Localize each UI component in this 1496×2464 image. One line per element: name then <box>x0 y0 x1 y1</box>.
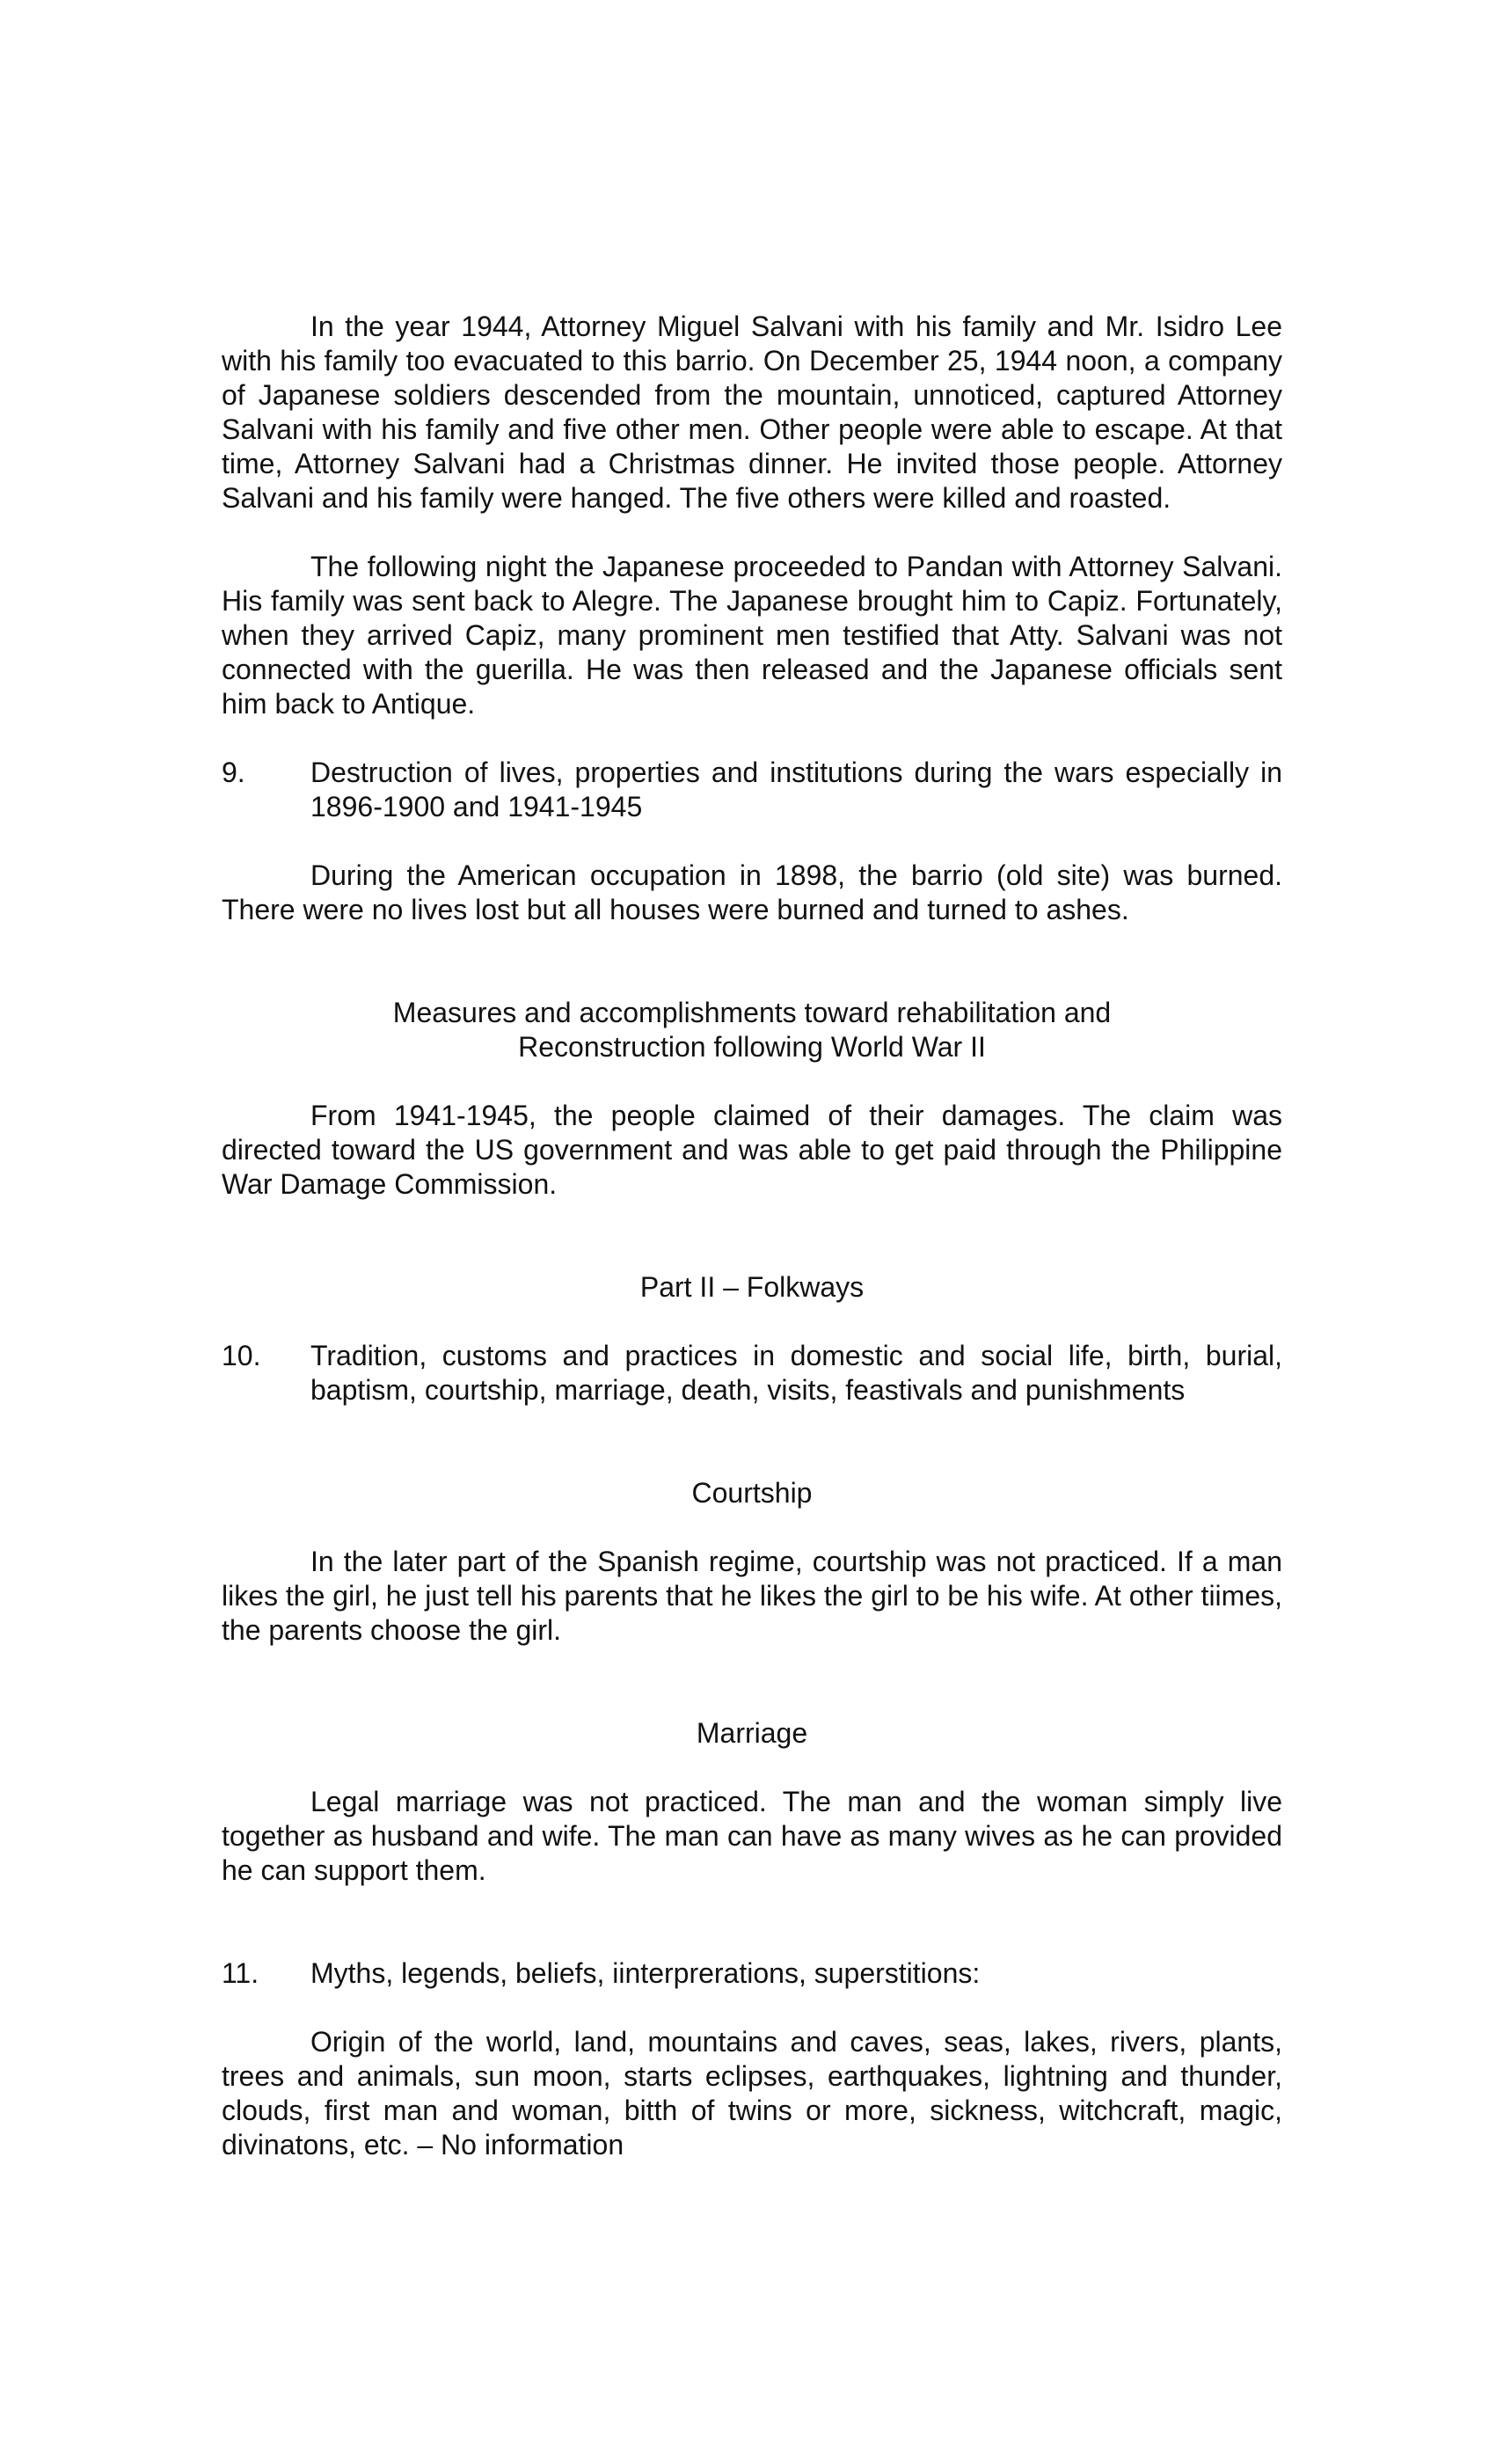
page-content <box>222 310 1282 2162</box>
heading-courtship: Courtship <box>691 1477 813 1509</box>
list-item-text: Myths, legends, beliefs, iinterprerations, superstitions: <box>310 1957 981 1989</box>
paragraph-salvani-release: The following night the Japanese proceeded to Pandan with Attorney Salvani. His family was sent back to Alegre. The Japanese brought him to Capiz. Fortunately, when they arrived Capiz, many prominent men testified that Atty. Salvani was not connected with the guerilla. He was then released and the Japanese officials sent him back to Antique. <box>222 551 1282 720</box>
heading-measures-line1: Measures and accomplishments toward rehabilitation and <box>392 997 1112 1028</box>
list-item-number: 10. <box>222 1340 261 1371</box>
heading-part-ii: Part II – Folkways <box>639 1271 865 1303</box>
paragraph-courtship: In the later part of the Spanish regime, courtship was not practiced. If a man likes the girl, he just tell his parents that he likes the girl to be his wife. At other tiimes, the parents choose the girl. <box>222 1546 1282 1646</box>
paragraph-war-damage: From 1941-1945, the people claimed of their damages. The claim was directed toward the US government and was able to get paid through the Philippine War Damage Commission. <box>222 1100 1282 1200</box>
heading-marriage: Marriage <box>696 1717 808 1749</box>
list-item-9 <box>222 756 1282 824</box>
heading-measures-line2: Reconstruction following World War II <box>518 1031 986 1063</box>
paragraph-marriage: Legal marriage was not practiced. The man and the woman simply live together as husband and wife. The man can have as many wives as he can provided he can support them. <box>222 1786 1282 1886</box>
paragraph-salvani-capture: In the year 1944, Attorney Miguel Salvani with his family and Mr. Isidro Lee with his family too evacuated to this barrio. On December 25, 1944 noon, a company of Japanese soldiers descended from the mountain, unnoticed, captured Attorney Salvani with his family and five other men. Other people were able to escape. At that time, Attorney Salvani had a Christmas dinner. He invited those people. Attorney Salvani and his family were hanged. The five others were killed and roasted. <box>222 311 1282 514</box>
paragraph-american-occupation: During the American occupation in 1898, the barrio (old site) was burned. There were no lives lost but all houses were burned and turned to ashes. <box>222 859 1282 925</box>
paragraph-origins: Origin of the world, land, mountains and caves, seas, lakes, rivers, plants, trees and animals, sun moon, starts eclipses, earthquakes, lightning and thunder, clouds, first man and woman, bitth of twins or more, sickness, witchcraft, magic, divinatons, etc. – No information <box>222 2026 1282 2161</box>
list-item-number: 9. <box>222 757 245 788</box>
heading-measures <box>222 996 1282 1064</box>
list-item-10 <box>222 1339 1282 1407</box>
list-item-11 <box>222 1956 1282 1991</box>
list-item-text: Tradition, customs and practices in domestic and social life, birth, burial, baptism, courtship, marriage, death, visits, feastivals and punishments <box>310 1340 1282 1406</box>
list-item-number: 11. <box>222 1957 259 1989</box>
list-item-text: Destruction of lives, properties and institutions during the wars especially in 1896-1900 and 1941-1945 <box>310 757 1282 823</box>
